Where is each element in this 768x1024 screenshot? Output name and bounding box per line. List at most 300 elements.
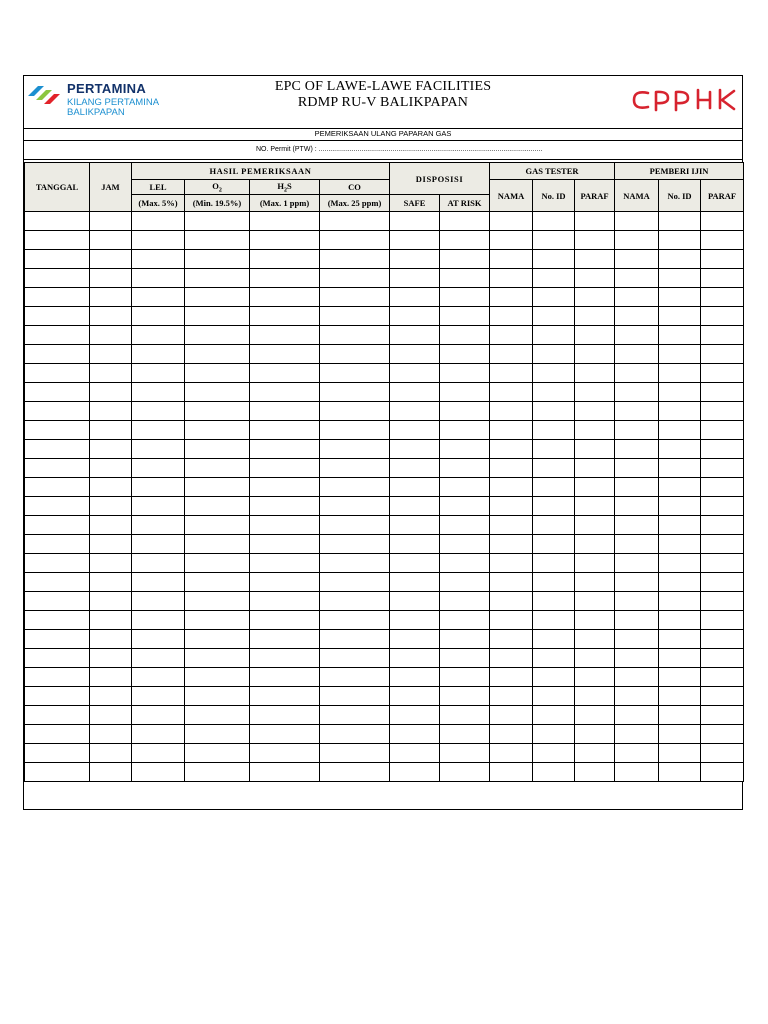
- cell-gt-no-id[interactable]: [533, 725, 575, 744]
- cell-pi-nama[interactable]: [615, 440, 659, 459]
- cell-co[interactable]: [320, 250, 390, 269]
- cell-h2s[interactable]: [250, 345, 320, 364]
- cell-gt-nama[interactable]: [490, 212, 533, 231]
- cell-lel[interactable]: [132, 326, 185, 345]
- cell-co[interactable]: [320, 402, 390, 421]
- cell-at-risk[interactable]: [440, 231, 490, 250]
- cell-h2s[interactable]: [250, 725, 320, 744]
- cell-co[interactable]: [320, 345, 390, 364]
- cell-h2s[interactable]: [250, 535, 320, 554]
- cell-jam[interactable]: [90, 611, 132, 630]
- cell-jam[interactable]: [90, 440, 132, 459]
- permit-number-field[interactable]: NO. Permit (PTW) : ...................................................................................................................: [256, 146, 543, 153]
- cell-safe[interactable]: [390, 459, 440, 478]
- cell-jam[interactable]: [90, 592, 132, 611]
- cell-lel[interactable]: [132, 535, 185, 554]
- cell-gt-no-id[interactable]: [533, 630, 575, 649]
- cell-tanggal[interactable]: [25, 459, 90, 478]
- cell-co[interactable]: [320, 744, 390, 763]
- cell-co[interactable]: [320, 231, 390, 250]
- cell-jam[interactable]: [90, 402, 132, 421]
- cell-co[interactable]: [320, 592, 390, 611]
- cell-co[interactable]: [320, 383, 390, 402]
- cell-gt-paraf[interactable]: [575, 535, 615, 554]
- cell-safe[interactable]: [390, 402, 440, 421]
- cell-lel[interactable]: [132, 630, 185, 649]
- cell-at-risk[interactable]: [440, 592, 490, 611]
- cell-tanggal[interactable]: [25, 383, 90, 402]
- cell-pi-nama[interactable]: [615, 269, 659, 288]
- cell-gt-no-id[interactable]: [533, 288, 575, 307]
- cell-o2[interactable]: [185, 497, 250, 516]
- cell-safe[interactable]: [390, 326, 440, 345]
- cell-pi-paraf[interactable]: [701, 421, 744, 440]
- cell-safe[interactable]: [390, 288, 440, 307]
- cell-lel[interactable]: [132, 611, 185, 630]
- cell-gt-paraf[interactable]: [575, 744, 615, 763]
- cell-co[interactable]: [320, 554, 390, 573]
- cell-gt-no-id[interactable]: [533, 668, 575, 687]
- cell-o2[interactable]: [185, 459, 250, 478]
- cell-lel[interactable]: [132, 231, 185, 250]
- cell-jam[interactable]: [90, 250, 132, 269]
- cell-h2s[interactable]: [250, 668, 320, 687]
- cell-at-risk[interactable]: [440, 269, 490, 288]
- cell-h2s[interactable]: [250, 440, 320, 459]
- cell-co[interactable]: [320, 478, 390, 497]
- cell-at-risk[interactable]: [440, 383, 490, 402]
- cell-co[interactable]: [320, 649, 390, 668]
- cell-h2s[interactable]: [250, 212, 320, 231]
- cell-pi-paraf[interactable]: [701, 516, 744, 535]
- cell-tanggal[interactable]: [25, 345, 90, 364]
- cell-h2s[interactable]: [250, 573, 320, 592]
- cell-at-risk[interactable]: [440, 744, 490, 763]
- cell-gt-no-id[interactable]: [533, 250, 575, 269]
- cell-tanggal[interactable]: [25, 364, 90, 383]
- cell-at-risk[interactable]: [440, 535, 490, 554]
- cell-h2s[interactable]: [250, 649, 320, 668]
- cell-safe[interactable]: [390, 592, 440, 611]
- cell-gt-nama[interactable]: [490, 535, 533, 554]
- cell-lel[interactable]: [132, 383, 185, 402]
- cell-gt-nama[interactable]: [490, 231, 533, 250]
- cell-pi-nama[interactable]: [615, 250, 659, 269]
- cell-gt-nama[interactable]: [490, 744, 533, 763]
- cell-tanggal[interactable]: [25, 402, 90, 421]
- cell-h2s[interactable]: [250, 269, 320, 288]
- cell-tanggal[interactable]: [25, 326, 90, 345]
- cell-h2s[interactable]: [250, 611, 320, 630]
- cell-lel[interactable]: [132, 554, 185, 573]
- cell-at-risk[interactable]: [440, 326, 490, 345]
- cell-pi-paraf[interactable]: [701, 402, 744, 421]
- cell-pi-no-id[interactable]: [659, 630, 701, 649]
- cell-jam[interactable]: [90, 421, 132, 440]
- cell-gt-no-id[interactable]: [533, 345, 575, 364]
- cell-tanggal[interactable]: [25, 611, 90, 630]
- cell-gt-paraf[interactable]: [575, 326, 615, 345]
- cell-lel[interactable]: [132, 478, 185, 497]
- cell-at-risk[interactable]: [440, 687, 490, 706]
- cell-gt-no-id[interactable]: [533, 611, 575, 630]
- cell-gt-paraf[interactable]: [575, 364, 615, 383]
- cell-pi-nama[interactable]: [615, 402, 659, 421]
- cell-pi-nama[interactable]: [615, 326, 659, 345]
- cell-gt-no-id[interactable]: [533, 706, 575, 725]
- cell-lel[interactable]: [132, 725, 185, 744]
- cell-pi-nama[interactable]: [615, 630, 659, 649]
- cell-lel[interactable]: [132, 592, 185, 611]
- cell-at-risk[interactable]: [440, 345, 490, 364]
- cell-pi-paraf[interactable]: [701, 459, 744, 478]
- cell-pi-nama[interactable]: [615, 611, 659, 630]
- cell-lel[interactable]: [132, 459, 185, 478]
- cell-pi-nama[interactable]: [615, 383, 659, 402]
- cell-pi-no-id[interactable]: [659, 649, 701, 668]
- cell-pi-paraf[interactable]: [701, 231, 744, 250]
- cell-o2[interactable]: [185, 345, 250, 364]
- cell-lel[interactable]: [132, 573, 185, 592]
- cell-jam[interactable]: [90, 459, 132, 478]
- cell-lel[interactable]: [132, 364, 185, 383]
- cell-gt-paraf[interactable]: [575, 516, 615, 535]
- cell-gt-paraf[interactable]: [575, 231, 615, 250]
- cell-pi-no-id[interactable]: [659, 725, 701, 744]
- cell-co[interactable]: [320, 611, 390, 630]
- cell-tanggal[interactable]: [25, 744, 90, 763]
- cell-o2[interactable]: [185, 231, 250, 250]
- cell-tanggal[interactable]: [25, 231, 90, 250]
- cell-safe[interactable]: [390, 307, 440, 326]
- cell-at-risk[interactable]: [440, 516, 490, 535]
- cell-pi-no-id[interactable]: [659, 250, 701, 269]
- cell-pi-paraf[interactable]: [701, 744, 744, 763]
- cell-o2[interactable]: [185, 402, 250, 421]
- cell-jam[interactable]: [90, 668, 132, 687]
- cell-jam[interactable]: [90, 573, 132, 592]
- cell-pi-nama[interactable]: [615, 535, 659, 554]
- cell-gt-no-id[interactable]: [533, 763, 575, 782]
- cell-gt-nama[interactable]: [490, 326, 533, 345]
- cell-co[interactable]: [320, 307, 390, 326]
- cell-co[interactable]: [320, 269, 390, 288]
- cell-jam[interactable]: [90, 649, 132, 668]
- cell-co[interactable]: [320, 706, 390, 725]
- cell-h2s[interactable]: [250, 364, 320, 383]
- cell-pi-paraf[interactable]: [701, 706, 744, 725]
- cell-gt-paraf[interactable]: [575, 497, 615, 516]
- cell-pi-no-id[interactable]: [659, 744, 701, 763]
- cell-gt-no-id[interactable]: [533, 687, 575, 706]
- cell-pi-nama[interactable]: [615, 288, 659, 307]
- cell-tanggal[interactable]: [25, 421, 90, 440]
- cell-tanggal[interactable]: [25, 516, 90, 535]
- cell-gt-paraf[interactable]: [575, 630, 615, 649]
- cell-o2[interactable]: [185, 763, 250, 782]
- cell-co[interactable]: [320, 763, 390, 782]
- cell-safe[interactable]: [390, 725, 440, 744]
- cell-safe[interactable]: [390, 516, 440, 535]
- cell-gt-paraf[interactable]: [575, 345, 615, 364]
- cell-co[interactable]: [320, 516, 390, 535]
- cell-co[interactable]: [320, 630, 390, 649]
- cell-gt-paraf[interactable]: [575, 554, 615, 573]
- cell-at-risk[interactable]: [440, 459, 490, 478]
- cell-safe[interactable]: [390, 611, 440, 630]
- cell-safe[interactable]: [390, 763, 440, 782]
- cell-gt-no-id[interactable]: [533, 478, 575, 497]
- cell-gt-nama[interactable]: [490, 345, 533, 364]
- cell-jam[interactable]: [90, 687, 132, 706]
- cell-pi-no-id[interactable]: [659, 668, 701, 687]
- cell-tanggal[interactable]: [25, 668, 90, 687]
- cell-pi-paraf[interactable]: [701, 212, 744, 231]
- cell-pi-nama[interactable]: [615, 706, 659, 725]
- cell-gt-nama[interactable]: [490, 611, 533, 630]
- cell-co[interactable]: [320, 497, 390, 516]
- cell-pi-nama[interactable]: [615, 554, 659, 573]
- cell-at-risk[interactable]: [440, 706, 490, 725]
- cell-lel[interactable]: [132, 516, 185, 535]
- cell-lel[interactable]: [132, 345, 185, 364]
- cell-tanggal[interactable]: [25, 592, 90, 611]
- cell-pi-paraf[interactable]: [701, 535, 744, 554]
- cell-pi-no-id[interactable]: [659, 345, 701, 364]
- cell-h2s[interactable]: [250, 231, 320, 250]
- cell-pi-no-id[interactable]: [659, 440, 701, 459]
- cell-lel[interactable]: [132, 250, 185, 269]
- cell-at-risk[interactable]: [440, 573, 490, 592]
- cell-at-risk[interactable]: [440, 307, 490, 326]
- cell-pi-nama[interactable]: [615, 649, 659, 668]
- cell-pi-no-id[interactable]: [659, 364, 701, 383]
- cell-pi-no-id[interactable]: [659, 592, 701, 611]
- cell-at-risk[interactable]: [440, 497, 490, 516]
- cell-pi-no-id[interactable]: [659, 573, 701, 592]
- cell-gt-no-id[interactable]: [533, 497, 575, 516]
- cell-gt-nama[interactable]: [490, 497, 533, 516]
- cell-co[interactable]: [320, 440, 390, 459]
- cell-jam[interactable]: [90, 478, 132, 497]
- cell-at-risk[interactable]: [440, 554, 490, 573]
- cell-safe[interactable]: [390, 478, 440, 497]
- cell-gt-nama[interactable]: [490, 516, 533, 535]
- cell-safe[interactable]: [390, 345, 440, 364]
- cell-o2[interactable]: [185, 364, 250, 383]
- cell-gt-paraf[interactable]: [575, 725, 615, 744]
- cell-h2s[interactable]: [250, 497, 320, 516]
- cell-lel[interactable]: [132, 744, 185, 763]
- cell-pi-no-id[interactable]: [659, 763, 701, 782]
- cell-o2[interactable]: [185, 478, 250, 497]
- cell-lel[interactable]: [132, 288, 185, 307]
- cell-jam[interactable]: [90, 763, 132, 782]
- cell-pi-no-id[interactable]: [659, 687, 701, 706]
- cell-gt-nama[interactable]: [490, 288, 533, 307]
- cell-gt-nama[interactable]: [490, 440, 533, 459]
- cell-jam[interactable]: [90, 212, 132, 231]
- cell-gt-nama[interactable]: [490, 706, 533, 725]
- cell-at-risk[interactable]: [440, 630, 490, 649]
- cell-gt-paraf[interactable]: [575, 478, 615, 497]
- cell-lel[interactable]: [132, 649, 185, 668]
- cell-pi-nama[interactable]: [615, 307, 659, 326]
- cell-pi-nama[interactable]: [615, 592, 659, 611]
- cell-tanggal[interactable]: [25, 250, 90, 269]
- cell-gt-paraf[interactable]: [575, 402, 615, 421]
- cell-safe[interactable]: [390, 383, 440, 402]
- cell-jam[interactable]: [90, 516, 132, 535]
- cell-h2s[interactable]: [250, 706, 320, 725]
- cell-tanggal[interactable]: [25, 288, 90, 307]
- cell-gt-nama[interactable]: [490, 554, 533, 573]
- cell-h2s[interactable]: [250, 478, 320, 497]
- cell-o2[interactable]: [185, 592, 250, 611]
- cell-o2[interactable]: [185, 212, 250, 231]
- cell-lel[interactable]: [132, 497, 185, 516]
- cell-co[interactable]: [320, 573, 390, 592]
- cell-gt-nama[interactable]: [490, 402, 533, 421]
- cell-h2s[interactable]: [250, 288, 320, 307]
- cell-tanggal[interactable]: [25, 725, 90, 744]
- cell-gt-no-id[interactable]: [533, 212, 575, 231]
- cell-co[interactable]: [320, 725, 390, 744]
- cell-gt-no-id[interactable]: [533, 592, 575, 611]
- cell-pi-paraf[interactable]: [701, 763, 744, 782]
- cell-pi-no-id[interactable]: [659, 497, 701, 516]
- cell-h2s[interactable]: [250, 383, 320, 402]
- cell-jam[interactable]: [90, 364, 132, 383]
- cell-safe[interactable]: [390, 231, 440, 250]
- cell-safe[interactable]: [390, 497, 440, 516]
- cell-pi-no-id[interactable]: [659, 269, 701, 288]
- cell-gt-paraf[interactable]: [575, 459, 615, 478]
- cell-co[interactable]: [320, 288, 390, 307]
- cell-co[interactable]: [320, 687, 390, 706]
- cell-o2[interactable]: [185, 288, 250, 307]
- cell-gt-paraf[interactable]: [575, 668, 615, 687]
- cell-pi-paraf[interactable]: [701, 611, 744, 630]
- cell-pi-no-id[interactable]: [659, 421, 701, 440]
- cell-pi-paraf[interactable]: [701, 592, 744, 611]
- cell-gt-nama[interactable]: [490, 573, 533, 592]
- cell-tanggal[interactable]: [25, 763, 90, 782]
- cell-tanggal[interactable]: [25, 212, 90, 231]
- cell-gt-nama[interactable]: [490, 421, 533, 440]
- cell-tanggal[interactable]: [25, 307, 90, 326]
- cell-gt-nama[interactable]: [490, 725, 533, 744]
- cell-gt-nama[interactable]: [490, 630, 533, 649]
- cell-pi-no-id[interactable]: [659, 516, 701, 535]
- cell-gt-nama[interactable]: [490, 459, 533, 478]
- cell-co[interactable]: [320, 459, 390, 478]
- cell-h2s[interactable]: [250, 250, 320, 269]
- cell-gt-nama[interactable]: [490, 250, 533, 269]
- cell-jam[interactable]: [90, 706, 132, 725]
- cell-lel[interactable]: [132, 307, 185, 326]
- cell-lel[interactable]: [132, 269, 185, 288]
- cell-co[interactable]: [320, 326, 390, 345]
- cell-pi-paraf[interactable]: [701, 440, 744, 459]
- cell-lel[interactable]: [132, 402, 185, 421]
- cell-gt-no-id[interactable]: [533, 421, 575, 440]
- cell-safe[interactable]: [390, 269, 440, 288]
- cell-gt-nama[interactable]: [490, 649, 533, 668]
- cell-gt-no-id[interactable]: [533, 554, 575, 573]
- cell-o2[interactable]: [185, 630, 250, 649]
- cell-tanggal[interactable]: [25, 535, 90, 554]
- cell-gt-paraf[interactable]: [575, 421, 615, 440]
- cell-pi-no-id[interactable]: [659, 535, 701, 554]
- cell-safe[interactable]: [390, 421, 440, 440]
- cell-gt-nama[interactable]: [490, 269, 533, 288]
- cell-tanggal[interactable]: [25, 649, 90, 668]
- cell-jam[interactable]: [90, 288, 132, 307]
- cell-lel[interactable]: [132, 687, 185, 706]
- cell-at-risk[interactable]: [440, 478, 490, 497]
- cell-at-risk[interactable]: [440, 250, 490, 269]
- cell-jam[interactable]: [90, 744, 132, 763]
- cell-safe[interactable]: [390, 364, 440, 383]
- cell-o2[interactable]: [185, 611, 250, 630]
- cell-o2[interactable]: [185, 687, 250, 706]
- cell-o2[interactable]: [185, 725, 250, 744]
- cell-tanggal[interactable]: [25, 497, 90, 516]
- cell-pi-paraf[interactable]: [701, 345, 744, 364]
- cell-safe[interactable]: [390, 440, 440, 459]
- cell-o2[interactable]: [185, 440, 250, 459]
- cell-o2[interactable]: [185, 535, 250, 554]
- cell-gt-paraf[interactable]: [575, 687, 615, 706]
- cell-jam[interactable]: [90, 307, 132, 326]
- cell-o2[interactable]: [185, 250, 250, 269]
- cell-co[interactable]: [320, 212, 390, 231]
- cell-gt-no-id[interactable]: [533, 231, 575, 250]
- cell-gt-paraf[interactable]: [575, 212, 615, 231]
- cell-tanggal[interactable]: [25, 687, 90, 706]
- cell-gt-paraf[interactable]: [575, 250, 615, 269]
- cell-at-risk[interactable]: [440, 763, 490, 782]
- cell-o2[interactable]: [185, 573, 250, 592]
- cell-pi-nama[interactable]: [615, 459, 659, 478]
- cell-gt-no-id[interactable]: [533, 440, 575, 459]
- cell-h2s[interactable]: [250, 326, 320, 345]
- cell-co[interactable]: [320, 421, 390, 440]
- cell-gt-no-id[interactable]: [533, 326, 575, 345]
- cell-gt-paraf[interactable]: [575, 763, 615, 782]
- cell-gt-paraf[interactable]: [575, 573, 615, 592]
- cell-pi-paraf[interactable]: [701, 478, 744, 497]
- cell-pi-no-id[interactable]: [659, 212, 701, 231]
- cell-h2s[interactable]: [250, 744, 320, 763]
- cell-o2[interactable]: [185, 307, 250, 326]
- cell-jam[interactable]: [90, 554, 132, 573]
- cell-jam[interactable]: [90, 231, 132, 250]
- cell-jam[interactable]: [90, 630, 132, 649]
- cell-gt-paraf[interactable]: [575, 269, 615, 288]
- cell-tanggal[interactable]: [25, 554, 90, 573]
- cell-pi-no-id[interactable]: [659, 611, 701, 630]
- cell-tanggal[interactable]: [25, 478, 90, 497]
- cell-at-risk[interactable]: [440, 402, 490, 421]
- cell-jam[interactable]: [90, 383, 132, 402]
- cell-gt-paraf[interactable]: [575, 706, 615, 725]
- cell-gt-no-id[interactable]: [533, 402, 575, 421]
- cell-o2[interactable]: [185, 326, 250, 345]
- cell-pi-no-id[interactable]: [659, 478, 701, 497]
- cell-pi-nama[interactable]: [615, 478, 659, 497]
